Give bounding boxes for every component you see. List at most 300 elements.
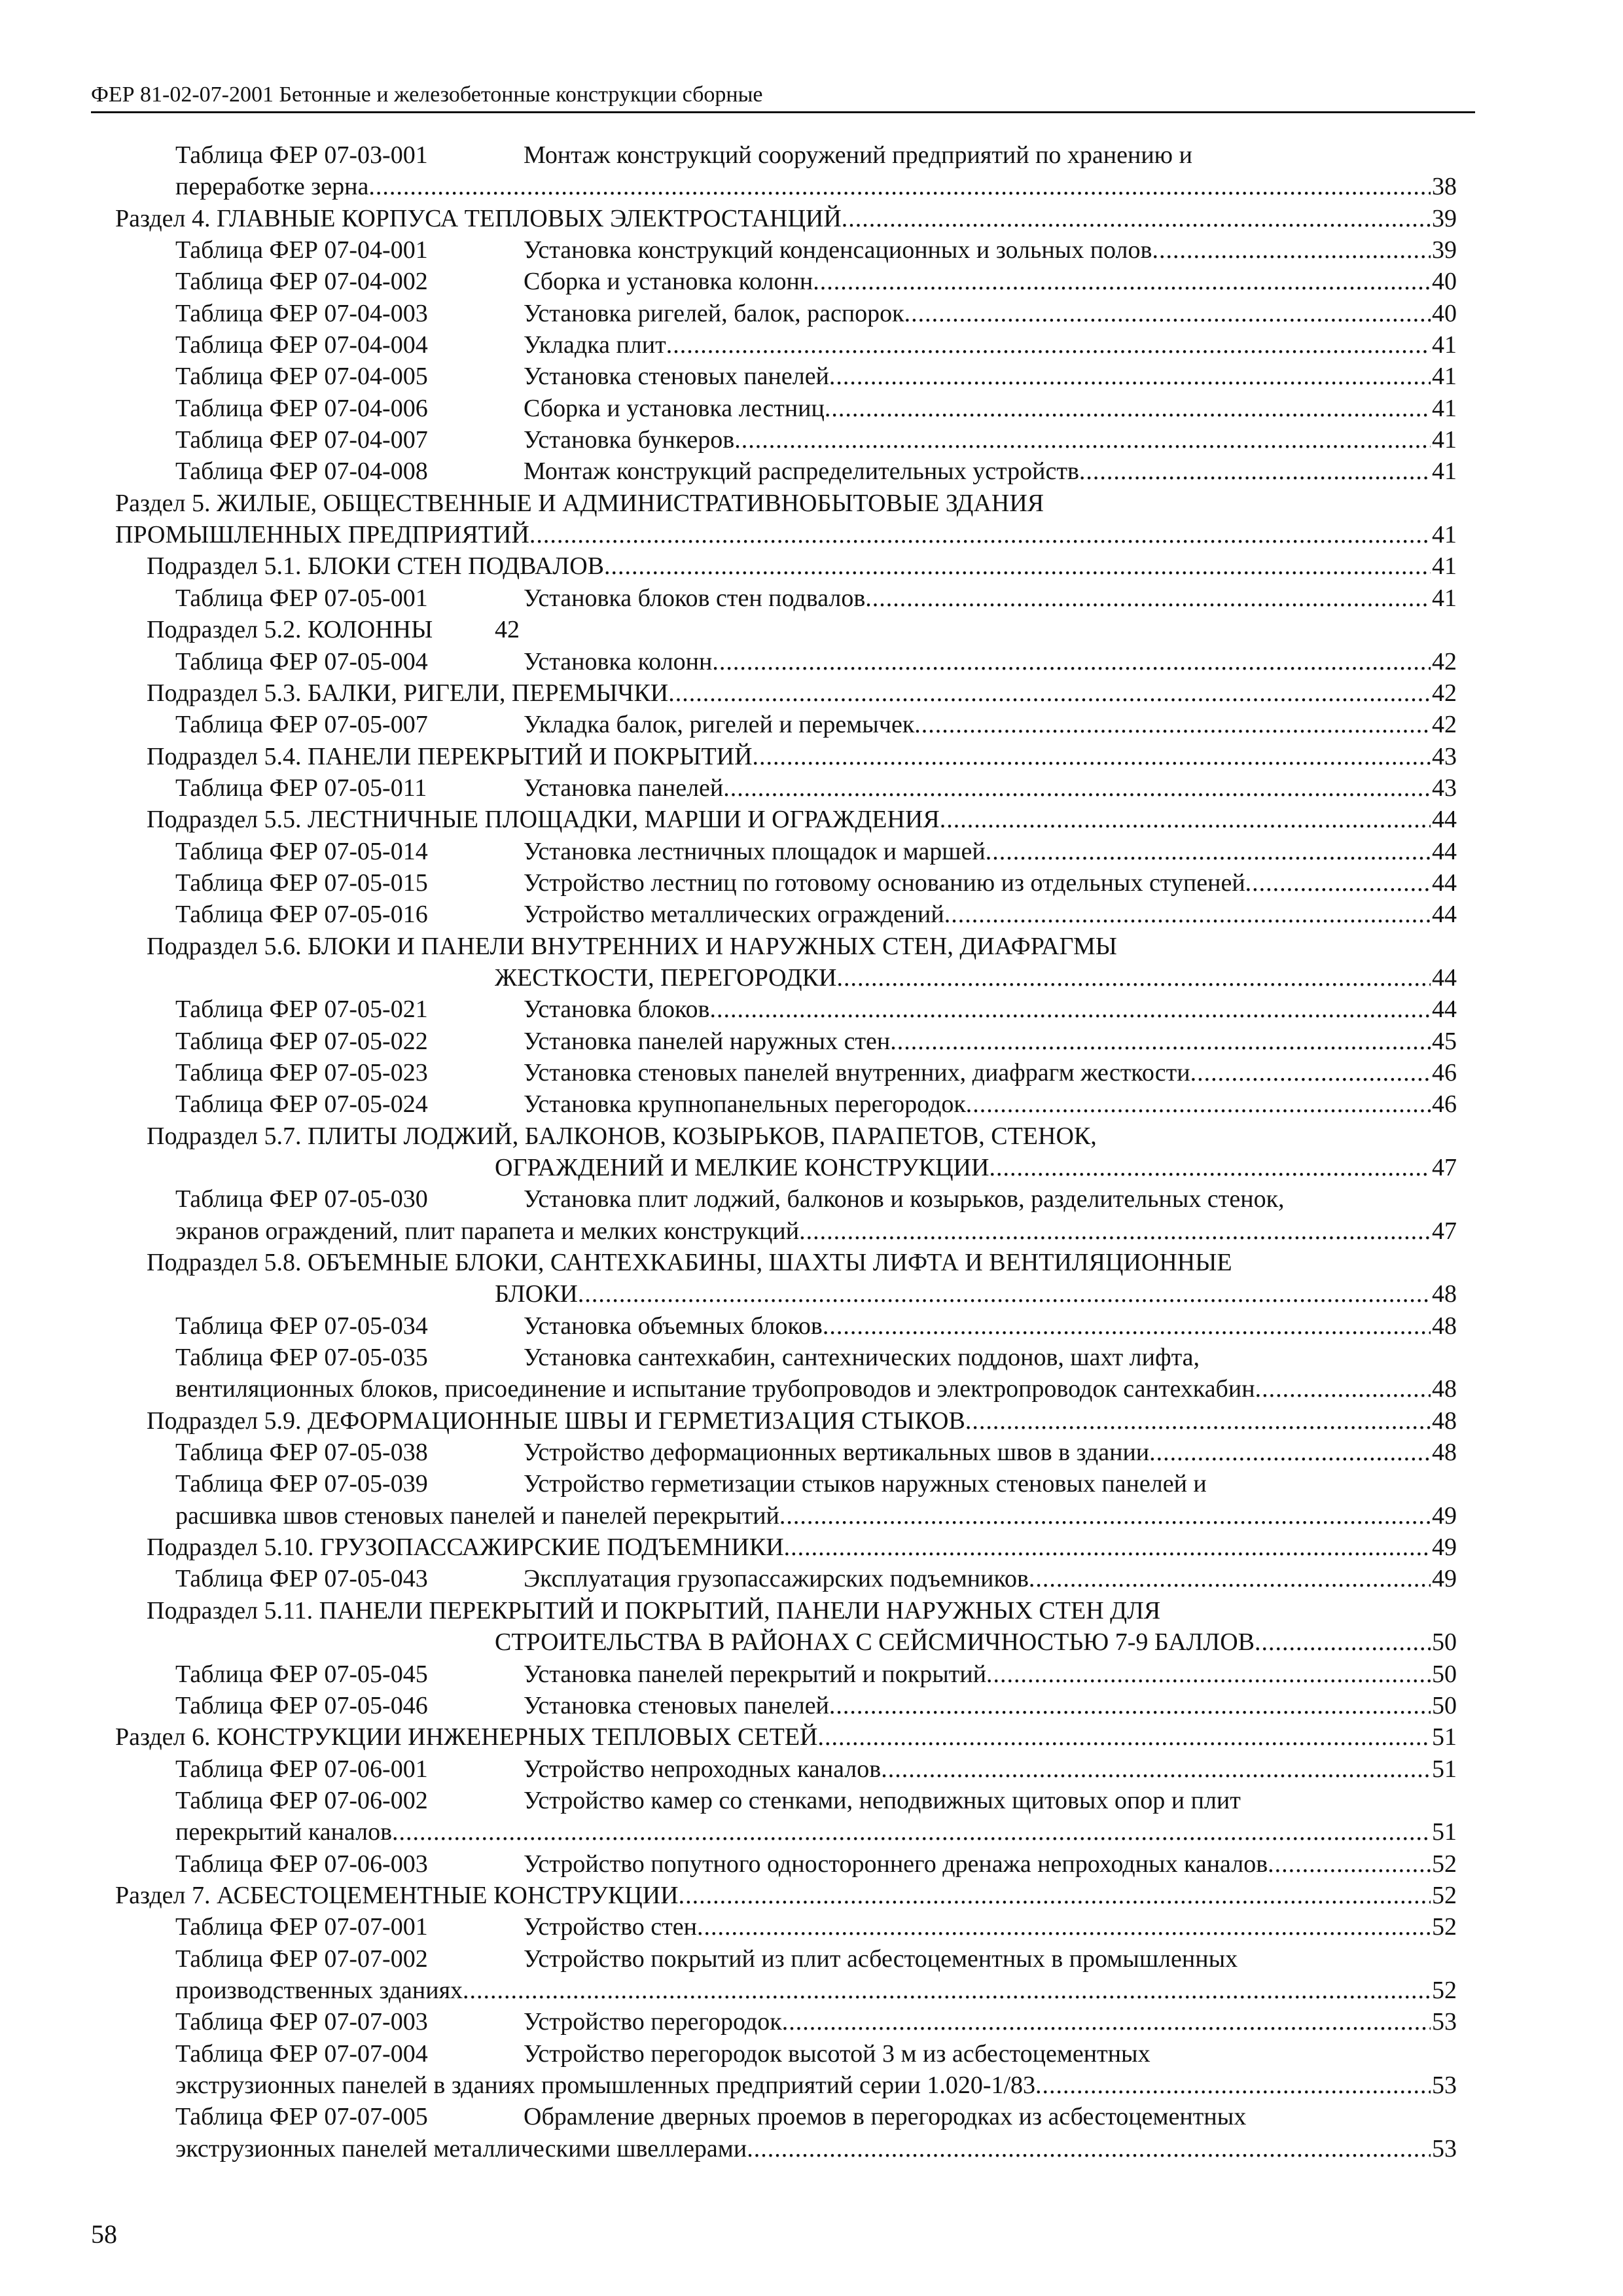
toc-entry[interactable]: [0, 583, 1623, 614]
toc-entry[interactable]: [0, 2101, 1623, 2132]
toc-page-number: 48: [1432, 1312, 1457, 1340]
table-title: Монтаж конструкций сооружений предприятий по хранению и: [524, 141, 1192, 169]
toc-entry[interactable]: [0, 329, 1623, 361]
toc-leader: [524, 361, 1457, 392]
table-label: Таблица ФЕР 07-05-014: [175, 837, 428, 865]
dot-leader: [1035, 2070, 1431, 2101]
table-title: Устройство перегородок высотой 3 м из асбестоцементных: [524, 2039, 1150, 2068]
dot-leader: [679, 1880, 1431, 1911]
dot-leader: [865, 583, 1431, 614]
dot-leader: [529, 519, 1431, 550]
toc-page-number: 47: [1432, 1154, 1457, 1181]
toc-entry[interactable]: [0, 393, 1623, 424]
dot-leader: [604, 550, 1431, 582]
toc-page-number: 53: [1432, 2134, 1457, 2162]
dot-leader: [666, 329, 1431, 361]
table-title: Установка стеновых панелей: [524, 363, 829, 391]
subsection-title: Подраздел 5.3. БАЛКИ, РИГЕЛИ, ПЕРЕМЫЧКИ: [147, 679, 669, 707]
dot-leader: [813, 266, 1431, 297]
dot-leader: [986, 1659, 1431, 1690]
toc-page-number: 42: [1432, 711, 1457, 739]
toc-leader: [175, 1975, 1457, 2006]
table-label: Таблица ФЕР 07-05-043: [175, 1565, 428, 1593]
toc-page-number: 50: [1432, 1660, 1457, 1688]
toc-leader: [524, 899, 1457, 930]
section-title: Раздел 5. ЖИЛЫЕ, ОБЩЕСТВЕННЫЕ И АДМИНИСТРАТИВНОБЫТОВЫЕ ЗДАНИЯ: [115, 489, 1044, 517]
table-label: Таблица ФЕР 07-07-003: [175, 2008, 428, 2036]
toc-leader: [524, 836, 1457, 867]
subsection-title: Подраздел 5.11. ПАНЕЛИ ПЕРЕКРЫТИЙ И ПОКРЫТИЙ, ПАНЕЛИ НАРУЖНЫХ СТЕН ДЛЯ: [147, 1596, 1161, 1624]
toc-entry[interactable]: [0, 1121, 1623, 1152]
dot-leader: [747, 2133, 1431, 2164]
toc-entry[interactable]: [0, 1721, 1623, 1753]
toc-entry[interactable]: [0, 1437, 1623, 1468]
table-label: Таблица ФЕР 07-07-005: [175, 2103, 428, 2131]
toc-entry[interactable]: [0, 1975, 1623, 2006]
table-label: Таблица ФЕР 07-05-011: [175, 774, 427, 802]
toc-leader: [147, 1405, 1457, 1437]
table-title-cont: экструзионных панелей в зданиях промышленных предприятий серии 1.020-1/83: [175, 2071, 1036, 2099]
toc-entry[interactable]: [0, 1310, 1623, 1342]
toc-entry[interactable]: [0, 962, 1623, 994]
toc-entry[interactable]: [0, 171, 1623, 202]
dot-leader: [836, 962, 1431, 994]
toc-page-number: 52: [1432, 1850, 1457, 1878]
toc-page-number: 51: [1432, 1723, 1457, 1751]
subsection-title: Подраздел 5.2. КОЛОННЫ: [147, 616, 433, 644]
toc-entry[interactable]: [0, 519, 1623, 550]
toc-page-number: 41: [1432, 426, 1457, 454]
table-label: Таблица ФЕР 07-05-001: [175, 584, 428, 612]
dot-leader: [989, 1152, 1431, 1183]
dot-leader: [712, 646, 1431, 677]
toc-page-number: 41: [1432, 394, 1457, 422]
toc-page-number: 41: [1432, 584, 1457, 612]
table-label: Таблица ФЕР 07-05-030: [175, 1185, 428, 1213]
toc-entry[interactable]: [0, 1057, 1623, 1088]
toc-leader: [524, 994, 1457, 1025]
toc-leader: [175, 171, 1457, 202]
subsection-title: Подраздел 5.6. БЛОКИ И ПАНЕЛИ ВНУТРЕННИХ И НАРУЖНЫХ СТЕН, ДИАФРАГМЫ: [147, 932, 1117, 960]
toc-leader: [175, 2070, 1457, 2101]
toc-page-number: 49: [1432, 1565, 1457, 1593]
toc-page-number: 49: [1432, 1534, 1457, 1562]
dot-leader: [723, 772, 1431, 804]
toc-page-number: 40: [1432, 268, 1457, 296]
toc-entry[interactable]: [0, 1911, 1623, 1943]
table-title: Устройство стен: [524, 1913, 697, 1941]
toc-page-number: 48: [1432, 1280, 1457, 1308]
section-title: Раздел 4. ГЛАВНЫЕ КОРПУСА ТЕПЛОВЫХ ЭЛЕКТРОСТАНЦИЙ: [115, 204, 842, 232]
table-label: Таблица ФЕР 07-06-001: [175, 1755, 428, 1783]
toc-page-number: 46: [1432, 1058, 1457, 1086]
toc-page-number: 49: [1432, 1501, 1457, 1530]
toc-entry[interactable]: [0, 456, 1623, 487]
toc-page-number: 41: [1432, 457, 1457, 486]
toc-page-number: 44: [1432, 806, 1457, 834]
dot-leader: [1029, 1563, 1431, 1594]
table-label: Таблица ФЕР 07-05-021: [175, 996, 428, 1024]
table-title: Установка панелей перекрытий и покрытий: [524, 1660, 987, 1688]
toc-page-number: 41: [1432, 552, 1457, 581]
toc-leader: [524, 1753, 1457, 1785]
dot-leader: [817, 1721, 1431, 1753]
toc-page-number: 44: [1432, 869, 1457, 897]
dot-leader: [753, 741, 1431, 772]
dot-leader: [799, 1215, 1431, 1247]
dot-leader: [904, 298, 1431, 329]
running-header-title: ФЕР 81-02-07-2001 Бетонные и железобетонные конструкции сборные: [91, 82, 763, 107]
section-title: Раздел 6. КОНСТРУКЦИИ ИНЖЕНЕРНЫХ ТЕПЛОВЫХ СЕТЕЙ: [115, 1723, 818, 1751]
toc-page-number: 47: [1432, 1217, 1457, 1245]
table-title-cont: экструзионных панелей металлическими швеллерами: [175, 2134, 747, 2162]
table-label: Таблица ФЕР 07-05-035: [175, 1344, 428, 1372]
dot-leader: [1245, 867, 1431, 899]
toc-page-number: 48: [1432, 1407, 1457, 1435]
table-label: Таблица ФЕР 07-07-002: [175, 1945, 428, 1973]
table-title: Обрамление дверных проемов в перегородках из асбестоцементных: [524, 2103, 1247, 2131]
toc-leader: [115, 1880, 1457, 1911]
table-title: Устройство попутного одностороннего дренажа непроходных каналов: [524, 1850, 1268, 1878]
dot-leader: [944, 899, 1431, 930]
table-label: Таблица ФЕР 07-05-023: [175, 1058, 428, 1086]
table-title: Установка конструкций конденсационных и зольных полов: [524, 236, 1152, 264]
toc-leader: [147, 550, 1457, 582]
table-title: Устройство камер со стенками, неподвижных щитовых опор и плит: [524, 1786, 1241, 1814]
toc-leader: [524, 772, 1457, 804]
dot-leader: [1152, 234, 1431, 266]
table-label: Таблица ФЕР 07-04-008: [175, 457, 428, 486]
table-label: Таблица ФЕР 07-04-002: [175, 268, 428, 296]
table-label: Таблица ФЕР 07-04-004: [175, 331, 428, 359]
toc-page-number: 42: [495, 616, 520, 644]
toc-entry[interactable]: [0, 2070, 1623, 2101]
toc-leader: [524, 1088, 1457, 1120]
toc-entry[interactable]: [0, 1690, 1623, 1721]
dot-leader: [966, 1088, 1431, 1120]
table-title: Установка объемных блоков: [524, 1312, 823, 1340]
toc-entry[interactable]: [0, 424, 1623, 456]
toc-leader: [524, 1659, 1457, 1690]
table-title: Установка панелей: [524, 774, 724, 802]
dot-leader: [825, 393, 1431, 424]
toc-leader: [495, 1278, 1457, 1310]
toc-leader: [115, 1721, 1457, 1753]
subsection-title: Подраздел 5.1. БЛОКИ СТЕН ПОДВАЛОВ: [147, 552, 604, 581]
dot-leader: [1079, 456, 1431, 487]
toc-entry[interactable]: [0, 1405, 1623, 1437]
dot-leader: [779, 1500, 1431, 1532]
toc-entry[interactable]: [0, 899, 1623, 930]
toc-leader: [524, 234, 1457, 266]
toc-leader: [147, 741, 1457, 772]
section-title: Раздел 7. АСБЕСТОЦЕМЕНТНЫЕ КОНСТРУКЦИИ: [115, 1881, 679, 1909]
subsection-title: Подраздел 5.10. ГРУЗОПАССАЖИРСКИЕ ПОДЪЕМНИКИ: [147, 1534, 784, 1562]
dot-leader: [392, 1816, 1431, 1848]
toc-entry[interactable]: [0, 677, 1623, 709]
toc-entry[interactable]: [0, 1278, 1623, 1310]
toc-page-number: 41: [1432, 363, 1457, 391]
toc-leader: [524, 266, 1457, 297]
toc-page-number: 53: [1432, 2008, 1457, 2036]
dot-leader: [881, 1753, 1431, 1785]
toc-leader: [147, 804, 1457, 835]
table-title-cont: вентиляционных блоков, присоединение и испытание трубопроводов и электропроводок сантехкабин: [175, 1375, 1255, 1403]
dot-leader: [668, 677, 1431, 709]
toc-page-number: 41: [1432, 331, 1457, 359]
toc-page-number: 40: [1432, 299, 1457, 327]
toc-entry[interactable]: [0, 994, 1623, 1025]
toc-leader: [524, 456, 1457, 487]
table-label: Таблица ФЕР 07-03-001: [175, 141, 428, 169]
subsection-title: Подраздел 5.9. ДЕФОРМАЦИОННЫЕ ШВЫ И ГЕРМЕТИЗАЦИЯ СТЫКОВ: [147, 1407, 965, 1435]
toc-entry[interactable]: [0, 1659, 1623, 1690]
toc-entry[interactable]: [0, 1848, 1623, 1880]
toc-entry[interactable]: [0, 1088, 1623, 1120]
toc-entry[interactable]: [0, 1247, 1623, 1278]
toc-entry[interactable]: [0, 298, 1623, 329]
toc-entry[interactable]: [0, 1373, 1623, 1405]
section-title: ПРОМЫШЛЕННЫХ ПРЕДПРИЯТИЙ: [115, 521, 529, 549]
toc-entry[interactable]: [0, 488, 1623, 519]
table-of-contents: [0, 139, 1623, 2164]
toc-page-number: 53: [1432, 2071, 1457, 2099]
toc-leader: [495, 962, 1457, 994]
table-label: Таблица ФЕР 07-05-022: [175, 1027, 428, 1055]
toc-leader: [524, 424, 1457, 456]
toc-entry[interactable]: [0, 1943, 1623, 1975]
toc-entry[interactable]: [0, 1152, 1623, 1183]
table-label: Таблица ФЕР 07-05-045: [175, 1660, 428, 1688]
toc-entry[interactable]: [0, 646, 1623, 677]
table-title: Установка блоков стен подвалов: [524, 584, 866, 612]
dot-leader: [782, 2006, 1431, 2037]
toc-entry[interactable]: [0, 1626, 1623, 1658]
table-title: Устройство деформационных вертикальных швов в здании: [524, 1439, 1150, 1467]
toc-leader: [115, 519, 1457, 550]
table-label: Таблица ФЕР 07-04-003: [175, 299, 428, 327]
subsection-title-cont: ЖЕСТКОСТИ, ПЕРЕГОРОДКИ: [495, 963, 837, 992]
toc-entry[interactable]: [0, 1563, 1623, 1594]
table-title: Установка крупнопанельных перегородок: [524, 1090, 966, 1119]
toc-leader: [147, 1532, 1457, 1563]
toc-leader: [175, 1816, 1457, 1848]
toc-entry[interactable]: [0, 772, 1623, 804]
toc-leader: [524, 1026, 1457, 1057]
toc-entry[interactable]: [0, 1342, 1623, 1373]
toc-leader: [524, 1437, 1457, 1468]
toc-page-number: 48: [1432, 1439, 1457, 1467]
toc-leader: [524, 1848, 1457, 1880]
toc-leader: [175, 1215, 1457, 1247]
toc-entry[interactable]: [0, 1183, 1623, 1215]
dot-leader: [1149, 1437, 1431, 1468]
toc-page-number: 44: [1432, 996, 1457, 1024]
toc-page-number: 39: [1432, 204, 1457, 232]
dot-leader: [697, 1911, 1431, 1943]
dot-leader: [940, 804, 1431, 835]
table-title: Установка сантехкабин, сантехнических поддонов, шахт лифта,: [524, 1344, 1200, 1372]
table-label: Таблица ФЕР 07-07-001: [175, 1913, 428, 1941]
toc-leader: [524, 1057, 1457, 1088]
toc-leader: [175, 1373, 1457, 1405]
toc-page-number: 45: [1432, 1027, 1457, 1055]
dot-leader: [1255, 1373, 1431, 1405]
subsection-title: Подраздел 5.8. ОБЪЕМНЫЕ БЛОКИ, САНТЕХКАБИНЫ, ШАХТЫ ЛИФТА И ВЕНТИЛЯЦИОННЫЕ: [147, 1249, 1232, 1277]
table-label: Таблица ФЕР 07-05-034: [175, 1312, 428, 1340]
table-title: Укладка балок, ригелей и перемычек: [524, 711, 915, 739]
dot-leader: [986, 836, 1431, 867]
toc-entry[interactable]: [0, 709, 1623, 740]
toc-entry[interactable]: [0, 804, 1623, 835]
table-title: Устройство герметизации стыков наружных стеновых панелей и: [524, 1470, 1207, 1498]
dot-leader: [463, 1975, 1431, 2006]
toc-leader: [175, 2133, 1457, 2164]
table-title: Укладка плит: [524, 331, 666, 359]
toc-page-number: 46: [1432, 1090, 1457, 1119]
toc-entry[interactable]: [0, 867, 1623, 899]
table-title: Установка лестничных площадок и маршей: [524, 837, 986, 865]
toc-page-number: 48: [1432, 1375, 1457, 1403]
toc-entry[interactable]: [0, 361, 1623, 392]
toc-entry[interactable]: [0, 550, 1623, 582]
toc-entry[interactable]: [0, 2038, 1623, 2070]
toc-leader: [175, 1500, 1457, 1532]
page-number: 58: [91, 2219, 117, 2249]
toc-entry[interactable]: [0, 931, 1623, 962]
table-title-cont: производственных зданиях: [175, 1976, 463, 2004]
toc-entry[interactable]: [0, 266, 1623, 297]
subsection-title: Подраздел 5.4. ПАНЕЛИ ПЕРЕКРЫТИЙ И ПОКРЫТИЙ: [147, 742, 753, 770]
table-label: Таблица ФЕР 07-04-006: [175, 394, 428, 422]
toc-entry[interactable]: [0, 2133, 1623, 2164]
table-title: Установка плит лоджий, балконов и козырьков, разделительных стенок,: [524, 1185, 1285, 1213]
table-title-cont: расшивка швов стеновых панелей и панелей перекрытий: [175, 1501, 779, 1530]
table-title-cont: перекрытий каналов: [175, 1818, 393, 1846]
toc-entry[interactable]: [0, 234, 1623, 266]
table-label: Таблица ФЕР 07-06-002: [175, 1786, 428, 1814]
toc-page-number: 42: [1432, 647, 1457, 675]
toc-leader: [524, 646, 1457, 677]
table-title: Установка колонн: [524, 647, 713, 675]
toc-entry[interactable]: [0, 1753, 1623, 1785]
dot-leader: [578, 1278, 1431, 1310]
table-label: Таблица ФЕР 07-04-001: [175, 236, 428, 264]
subsection-title: Подраздел 5.5. ЛЕСТНИЧНЫЕ ПЛОЩАДКИ, МАРШИ И ОГРАЖДЕНИЯ: [147, 806, 940, 834]
table-label: Таблица ФЕР 07-05-015: [175, 869, 428, 897]
dot-leader: [710, 994, 1431, 1025]
table-label: Таблица ФЕР 07-05-046: [175, 1691, 428, 1719]
dot-leader: [784, 1532, 1431, 1563]
table-title: Устройство перегородок: [524, 2008, 782, 2036]
toc-entry[interactable]: [0, 1215, 1623, 1247]
table-title: Установка ригелей, балок, распорок: [524, 299, 904, 327]
toc-entry[interactable]: [0, 1468, 1623, 1499]
toc-leader: [524, 583, 1457, 614]
dot-leader: [842, 203, 1431, 234]
toc-entry[interactable]: [0, 1880, 1623, 1911]
toc-leader: [115, 203, 1457, 234]
dot-leader: [829, 1690, 1431, 1721]
toc-page-number: 41: [1432, 521, 1457, 549]
subsection-title-cont: БЛОКИ: [495, 1280, 578, 1308]
toc-page-number: 44: [1432, 837, 1457, 865]
toc-entry[interactable]: [0, 1026, 1623, 1057]
toc-page-number: 44: [1432, 963, 1457, 992]
dot-leader: [1255, 1626, 1431, 1658]
dot-leader: [965, 1405, 1431, 1437]
toc-leader: [524, 867, 1457, 899]
toc-leader: [524, 298, 1457, 329]
toc-entry[interactable]: [0, 1532, 1623, 1563]
toc-entry[interactable]: [0, 836, 1623, 867]
table-label: Таблица ФЕР 07-05-039: [175, 1470, 428, 1498]
toc-page-number: 38: [1432, 173, 1457, 201]
table-title: Устройство металлических ограждений: [524, 901, 944, 929]
toc-entry[interactable]: [0, 614, 1623, 645]
toc-page-number: 52: [1432, 1913, 1457, 1941]
toc-page-number: 50: [1432, 1628, 1457, 1657]
table-title: Установка панелей наружных стен: [524, 1027, 891, 1055]
table-label: Таблица ФЕР 07-04-007: [175, 426, 428, 454]
table-label: Таблица ФЕР 07-05-004: [175, 647, 428, 675]
toc-entry[interactable]: [0, 1500, 1623, 1532]
dot-leader: [829, 361, 1431, 392]
table-title: Установка стеновых панелей внутренних, диафрагм жесткости: [524, 1058, 1190, 1086]
toc-leader: [147, 677, 1457, 709]
table-title: Установка бункеров: [524, 426, 735, 454]
dot-leader: [734, 424, 1431, 456]
toc-leader: [495, 1626, 1457, 1658]
toc-page-number: 44: [1432, 901, 1457, 929]
toc-page-number: 42: [1432, 679, 1457, 707]
toc-entry[interactable]: [0, 139, 1623, 171]
toc-page-number: 39: [1432, 236, 1457, 264]
dot-leader: [890, 1026, 1431, 1057]
toc-entry[interactable]: [0, 1816, 1623, 1848]
toc-leader: [524, 1563, 1457, 1594]
dot-leader: [1190, 1057, 1431, 1088]
toc-leader: [524, 329, 1457, 361]
toc-page-number: 43: [1432, 742, 1457, 770]
table-title: Установка стеновых панелей: [524, 1691, 829, 1719]
toc-page-number: 43: [1432, 774, 1457, 802]
subsection-title: Подраздел 5.7. ПЛИТЫ ЛОДЖИЙ, БАЛКОНОВ, КОЗЫРЬКОВ, ПАРАПЕТОВ, СТЕНОК,: [147, 1122, 1097, 1150]
table-title: Монтаж конструкций распределительных устройств: [524, 457, 1079, 486]
toc-leader: [524, 393, 1457, 424]
toc-leader: [495, 1152, 1457, 1183]
toc-page-number: 50: [1432, 1691, 1457, 1719]
toc-page-number: 51: [1432, 1818, 1457, 1846]
toc-page-number: 52: [1432, 1881, 1457, 1909]
dot-leader: [914, 709, 1431, 740]
toc-entry[interactable]: [0, 1785, 1623, 1816]
table-title: Эксплуатация грузопассажирских подъемников: [524, 1565, 1029, 1593]
table-label: Таблица ФЕР 07-06-003: [175, 1850, 428, 1878]
toc-page-number: 51: [1432, 1755, 1457, 1783]
table-title-cont: экранов ограждений, плит парапета и мелких конструкций: [175, 1217, 800, 1245]
subsection-title-cont: ОГРАЖДЕНИЙ И МЕЛКИЕ КОНСТРУКЦИИ: [495, 1154, 990, 1181]
toc-entry[interactable]: [0, 741, 1623, 772]
toc-page-number: 52: [1432, 1976, 1457, 2004]
toc-entry[interactable]: [0, 1595, 1623, 1626]
toc-entry[interactable]: [0, 2006, 1623, 2037]
table-title: Установка блоков: [524, 996, 710, 1024]
toc-entry[interactable]: [0, 203, 1623, 234]
table-title: Устройство непроходных каналов: [524, 1755, 882, 1783]
table-label: Таблица ФЕР 07-05-007: [175, 711, 428, 739]
subsection-title-cont: СТРОИТЕЛЬСТВА В РАЙОНАХ С СЕЙСМИЧНОСТЬЮ 7-9 БАЛЛОВ: [495, 1628, 1255, 1657]
